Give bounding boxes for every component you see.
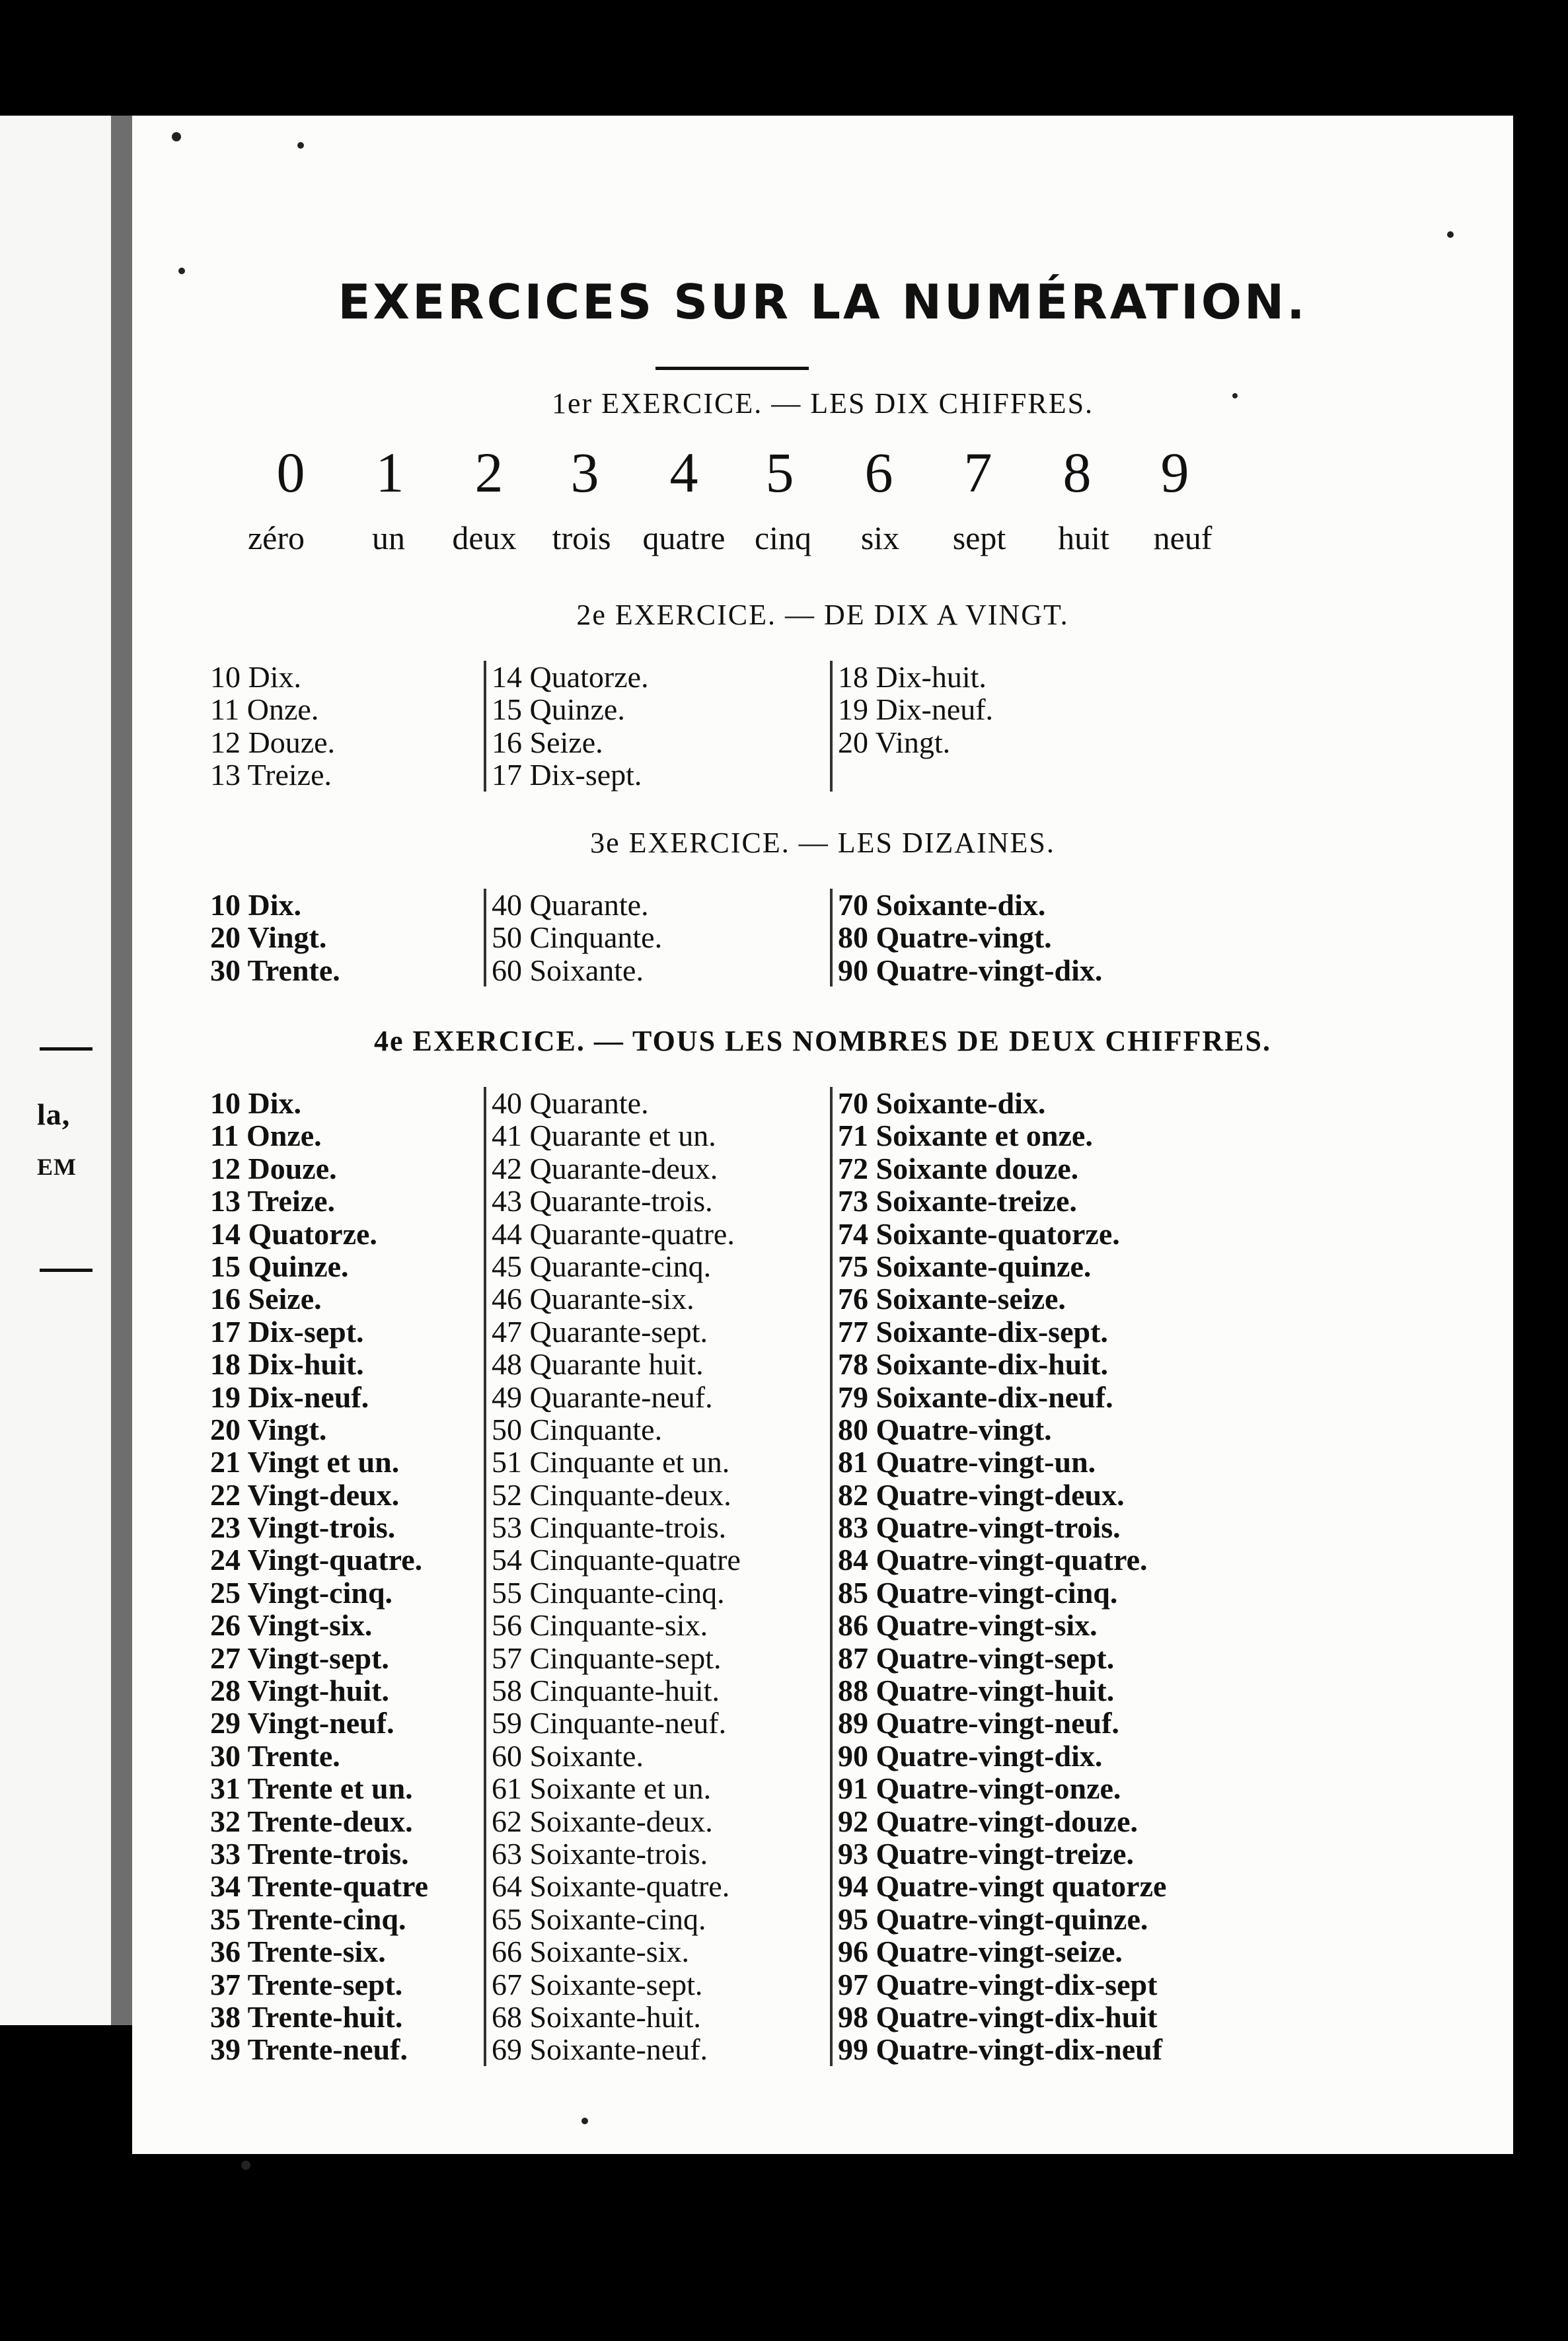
- digit-word: zéro: [247, 519, 305, 556]
- ink-speck: [178, 268, 185, 274]
- exercise-4-heading: 4e EXERCICE. — TOUS LES NOMBRES DE DEUX CHIFFRES.: [374, 1025, 1271, 1057]
- list-item: 25 Vingt-cinq.: [210, 1575, 393, 1610]
- exercise-2-col-3: [830, 661, 993, 792]
- digit-word: deux: [452, 519, 517, 556]
- list-item: 57 Cinquante-sept.: [492, 1641, 722, 1675]
- list-item: 79 Soixante-dix-neuf.: [838, 1380, 1113, 1414]
- ink-speck: [241, 2161, 250, 2170]
- list-item: 85 Quatre-vingt-cinq.: [838, 1575, 1118, 1610]
- list-item: 20 Vingt.: [838, 725, 951, 759]
- exercise-4-col-3: [830, 1087, 1166, 2066]
- list-item: 14 Quatorze.: [492, 660, 649, 694]
- list-item: 11 Onze.: [210, 1119, 322, 1153]
- list-item: 86 Quatre-vingt-six.: [838, 1608, 1098, 1643]
- list-item: 37 Trente-sept.: [210, 1967, 403, 2001]
- list-item: 16 Seize.: [210, 1282, 322, 1316]
- list-item: 23 Vingt-trois.: [210, 1510, 396, 1545]
- list-item: 65 Soixante-cinq.: [492, 1902, 706, 1936]
- list-item: 12 Douze.: [210, 725, 336, 759]
- list-item: 89 Quatre-vingt-neuf.: [838, 1706, 1119, 1740]
- list-item: 84 Quatre-vingt-quatre.: [838, 1543, 1148, 1577]
- exercise-3-heading: 3e EXERCICE. — LES DIZAINES.: [590, 827, 1055, 859]
- list-item: 30 Trente.: [210, 1738, 340, 1773]
- digit: 1: [375, 441, 404, 504]
- list-item: 51 Cinquante et un.: [492, 1445, 730, 1479]
- list-item: 58 Cinquante-huit.: [492, 1674, 720, 1708]
- list-item: 34 Trente-quatre: [210, 1869, 429, 1904]
- list-item: 11 Onze.: [210, 692, 319, 727]
- list-item: 83 Quatre-vingt-trois.: [838, 1510, 1121, 1545]
- digit: 8: [1063, 441, 1092, 504]
- digit: 0: [276, 441, 305, 504]
- list-item: 81 Quatre-vingt-un.: [838, 1445, 1096, 1479]
- list-item: 87 Quatre-vingt-sept.: [838, 1641, 1115, 1675]
- list-item: 13 Treize.: [210, 758, 332, 792]
- list-item: 80 Quatre-vingt.: [838, 1412, 1052, 1446]
- list-item: 47 Quarante-sept.: [492, 1314, 708, 1349]
- margin-fragment-1: la,: [37, 1097, 71, 1131]
- list-item: 36 Trente-six.: [210, 1935, 386, 1969]
- list-item: 31 Trente et un.: [210, 1771, 413, 1806]
- list-item: 55 Cinquante-cinq.: [492, 1575, 725, 1610]
- list-item: 15 Quinze.: [210, 1249, 349, 1283]
- digit-word: un: [372, 519, 405, 556]
- list-item: 66 Soixante-six.: [492, 1935, 689, 1969]
- exercise-2-col-1: [210, 661, 335, 792]
- adjacent-page-strip: [0, 116, 111, 2025]
- list-item: 92 Quatre-vingt-douze.: [838, 1804, 1139, 1838]
- digit: 9: [1160, 441, 1189, 504]
- list-item: 91 Quatre-vingt-onze.: [838, 1771, 1121, 1806]
- exercise-2-heading: 2e EXERCICE. — DE DIX A VINGT.: [576, 599, 1069, 631]
- list-item: 54 Cinquante-quatre: [492, 1543, 741, 1577]
- exercise-4-col-2: [484, 1087, 741, 2066]
- list-item: 24 Vingt-quatre.: [210, 1543, 423, 1577]
- margin-rule-1: [40, 1047, 93, 1051]
- digit-word: huit: [1058, 519, 1109, 556]
- list-item: 13 Treize.: [210, 1184, 336, 1218]
- list-item: 75 Soixante-quinze.: [838, 1249, 1092, 1283]
- list-item: 93 Quatre-vingt-treize.: [838, 1836, 1134, 1871]
- digit: 5: [765, 441, 794, 504]
- list-item: 30 Trente.: [210, 953, 340, 987]
- list-item: 74 Soixante-quatorze.: [838, 1216, 1120, 1251]
- list-item: 18 Dix-huit.: [210, 1347, 364, 1382]
- list-item: 82 Quatre-vingt-deux.: [838, 1477, 1125, 1512]
- digit-word: sept: [952, 519, 1006, 556]
- ink-speck: [581, 2118, 588, 2124]
- list-item: 90 Quatre-vingt-dix.: [838, 953, 1103, 987]
- ink-speck: [172, 132, 181, 141]
- list-item: 10 Dix.: [210, 1086, 301, 1120]
- list-item: 12 Douze.: [210, 1151, 337, 1185]
- ink-speck: [297, 142, 304, 149]
- list-item: 43 Quarante-trois.: [492, 1184, 713, 1218]
- list-item: 33 Trente-trois.: [210, 1836, 409, 1871]
- list-item: 10 Dix.: [210, 660, 301, 694]
- list-item: 64 Soixante-quatre.: [492, 1869, 730, 1904]
- list-item: 56 Cinquante-six.: [492, 1608, 708, 1643]
- list-item: [838, 759, 993, 791]
- digit: 6: [864, 441, 893, 504]
- list-item: 50 Cinquante.: [492, 1412, 663, 1446]
- list-item: 76 Soixante-seize.: [838, 1282, 1066, 1316]
- list-item: 67 Soixante-sept.: [492, 1967, 703, 2001]
- list-item: 27 Vingt-sept.: [210, 1641, 389, 1675]
- list-item: 96 Quatre-vingt-seize.: [838, 1935, 1123, 1969]
- margin-rule-2: [40, 1269, 93, 1272]
- list-item: 98 Quatre-vingt-dix-huit: [838, 1999, 1158, 2034]
- exercise-3-col-2: [484, 889, 662, 986]
- digit: 2: [474, 441, 504, 504]
- exercise-4-col-1: [210, 1087, 428, 2066]
- list-item: 29 Vingt-neuf.: [210, 1706, 394, 1740]
- list-item: 32 Trente-deux.: [210, 1804, 413, 1838]
- list-item: 19 Dix-neuf.: [838, 692, 994, 727]
- list-item: 28 Vingt-huit.: [210, 1674, 389, 1708]
- list-item: 40 Quarante.: [492, 1086, 649, 1120]
- list-item: 19 Dix-neuf.: [210, 1380, 369, 1414]
- list-item: 88 Quatre-vingt-huit.: [838, 1674, 1115, 1708]
- digit: 7: [963, 441, 992, 504]
- list-item: 44 Quarante-quatre.: [492, 1216, 735, 1251]
- list-item: 41 Quarante et un.: [492, 1119, 716, 1153]
- exercise-3-col-1: [210, 889, 340, 986]
- list-item: 42 Quarante-deux.: [492, 1151, 718, 1185]
- list-item: 60 Soixante.: [492, 953, 644, 987]
- list-item: 17 Dix-sept.: [492, 758, 642, 792]
- ink-speck: [1447, 231, 1454, 238]
- list-item: 38 Trente-huit.: [210, 1999, 403, 2034]
- book-page: [132, 116, 1513, 2154]
- list-item: 16 Seize.: [492, 725, 603, 759]
- list-item: 53 Cinquante-trois.: [492, 1510, 727, 1545]
- list-item: 71 Soixante et onze.: [838, 1119, 1093, 1153]
- list-item: 69 Soixante-neuf.: [492, 2032, 708, 2067]
- digit-word: six: [860, 519, 900, 556]
- list-item: 10 Dix.: [210, 888, 301, 922]
- list-item: 61 Soixante et un.: [492, 1771, 712, 1806]
- digit-word: quatre: [642, 519, 726, 556]
- list-item: 49 Quarante-neuf.: [492, 1380, 713, 1414]
- title-rule: [655, 367, 809, 370]
- list-item: 80 Quatre-vingt.: [838, 920, 1052, 955]
- list-item: 48 Quarante huit.: [492, 1347, 704, 1382]
- list-item: 62 Soixante-deux.: [492, 1804, 713, 1838]
- list-item: 40 Quarante.: [492, 888, 649, 922]
- list-item: 26 Vingt-six.: [210, 1608, 373, 1643]
- list-item: 94 Quatre-vingt quatorze: [838, 1869, 1167, 1904]
- list-item: 45 Quarante-cinq.: [492, 1249, 712, 1283]
- list-item: 17 Dix-sept.: [210, 1314, 364, 1349]
- list-item: 97 Quatre-vingt-dix-sept: [838, 1967, 1158, 2001]
- list-item: 70 Soixante-dix.: [838, 888, 1046, 922]
- list-item: 20 Vingt.: [210, 920, 327, 955]
- list-item: 35 Trente-cinq.: [210, 1902, 406, 1936]
- exercise-2-col-2: [484, 661, 649, 792]
- list-item: 60 Soixante.: [492, 1738, 644, 1773]
- list-item: 46 Quarante-six.: [492, 1282, 694, 1316]
- list-item: 73 Soixante-treize.: [838, 1184, 1077, 1218]
- exercise-1-heading: 1er EXERCICE. — LES DIX CHIFFRES.: [551, 387, 1094, 420]
- list-item: 14 Quatorze.: [210, 1216, 377, 1251]
- digit: 4: [669, 441, 698, 504]
- list-item: 95 Quatre-vingt-quinze.: [838, 1902, 1148, 1936]
- list-item: 21 Vingt et un.: [210, 1445, 400, 1479]
- list-item: 59 Cinquante-neuf.: [492, 1706, 727, 1740]
- list-item: 15 Quinze.: [492, 692, 625, 727]
- list-item: 70 Soixante-dix.: [838, 1086, 1046, 1120]
- exercise-3-col-3: [830, 889, 1102, 986]
- list-item: 50 Cinquante.: [492, 920, 663, 955]
- digit-word: trois: [552, 519, 611, 556]
- list-item: 78 Soixante-dix-huit.: [838, 1347, 1108, 1382]
- list-item: 39 Trente-neuf.: [210, 2032, 408, 2067]
- list-item: 99 Quatre-vingt-dix-neuf: [838, 2032, 1163, 2067]
- digit-word: neuf: [1153, 519, 1213, 556]
- list-item: 68 Soixante-huit.: [492, 1999, 701, 2034]
- list-item: 22 Vingt-deux.: [210, 1477, 400, 1512]
- list-item: 72 Soixante douze.: [838, 1151, 1079, 1185]
- list-item: 52 Cinquante-deux.: [492, 1477, 731, 1512]
- margin-fragment-2: EM: [37, 1154, 77, 1180]
- page-title: EXERCICES SUR LA NUMÉRATION.: [338, 274, 1308, 330]
- list-item: 18 Dix-huit.: [838, 660, 987, 694]
- list-item: 20 Vingt.: [210, 1412, 327, 1446]
- digit: 3: [570, 441, 599, 504]
- list-item: 63 Soixante-trois.: [492, 1836, 708, 1871]
- list-item: 90 Quatre-vingt-dix.: [838, 1738, 1103, 1773]
- list-item: 77 Soixante-dix-sept.: [838, 1314, 1108, 1349]
- digit-word: cinq: [754, 519, 812, 556]
- book-gutter-edge: [111, 116, 132, 2025]
